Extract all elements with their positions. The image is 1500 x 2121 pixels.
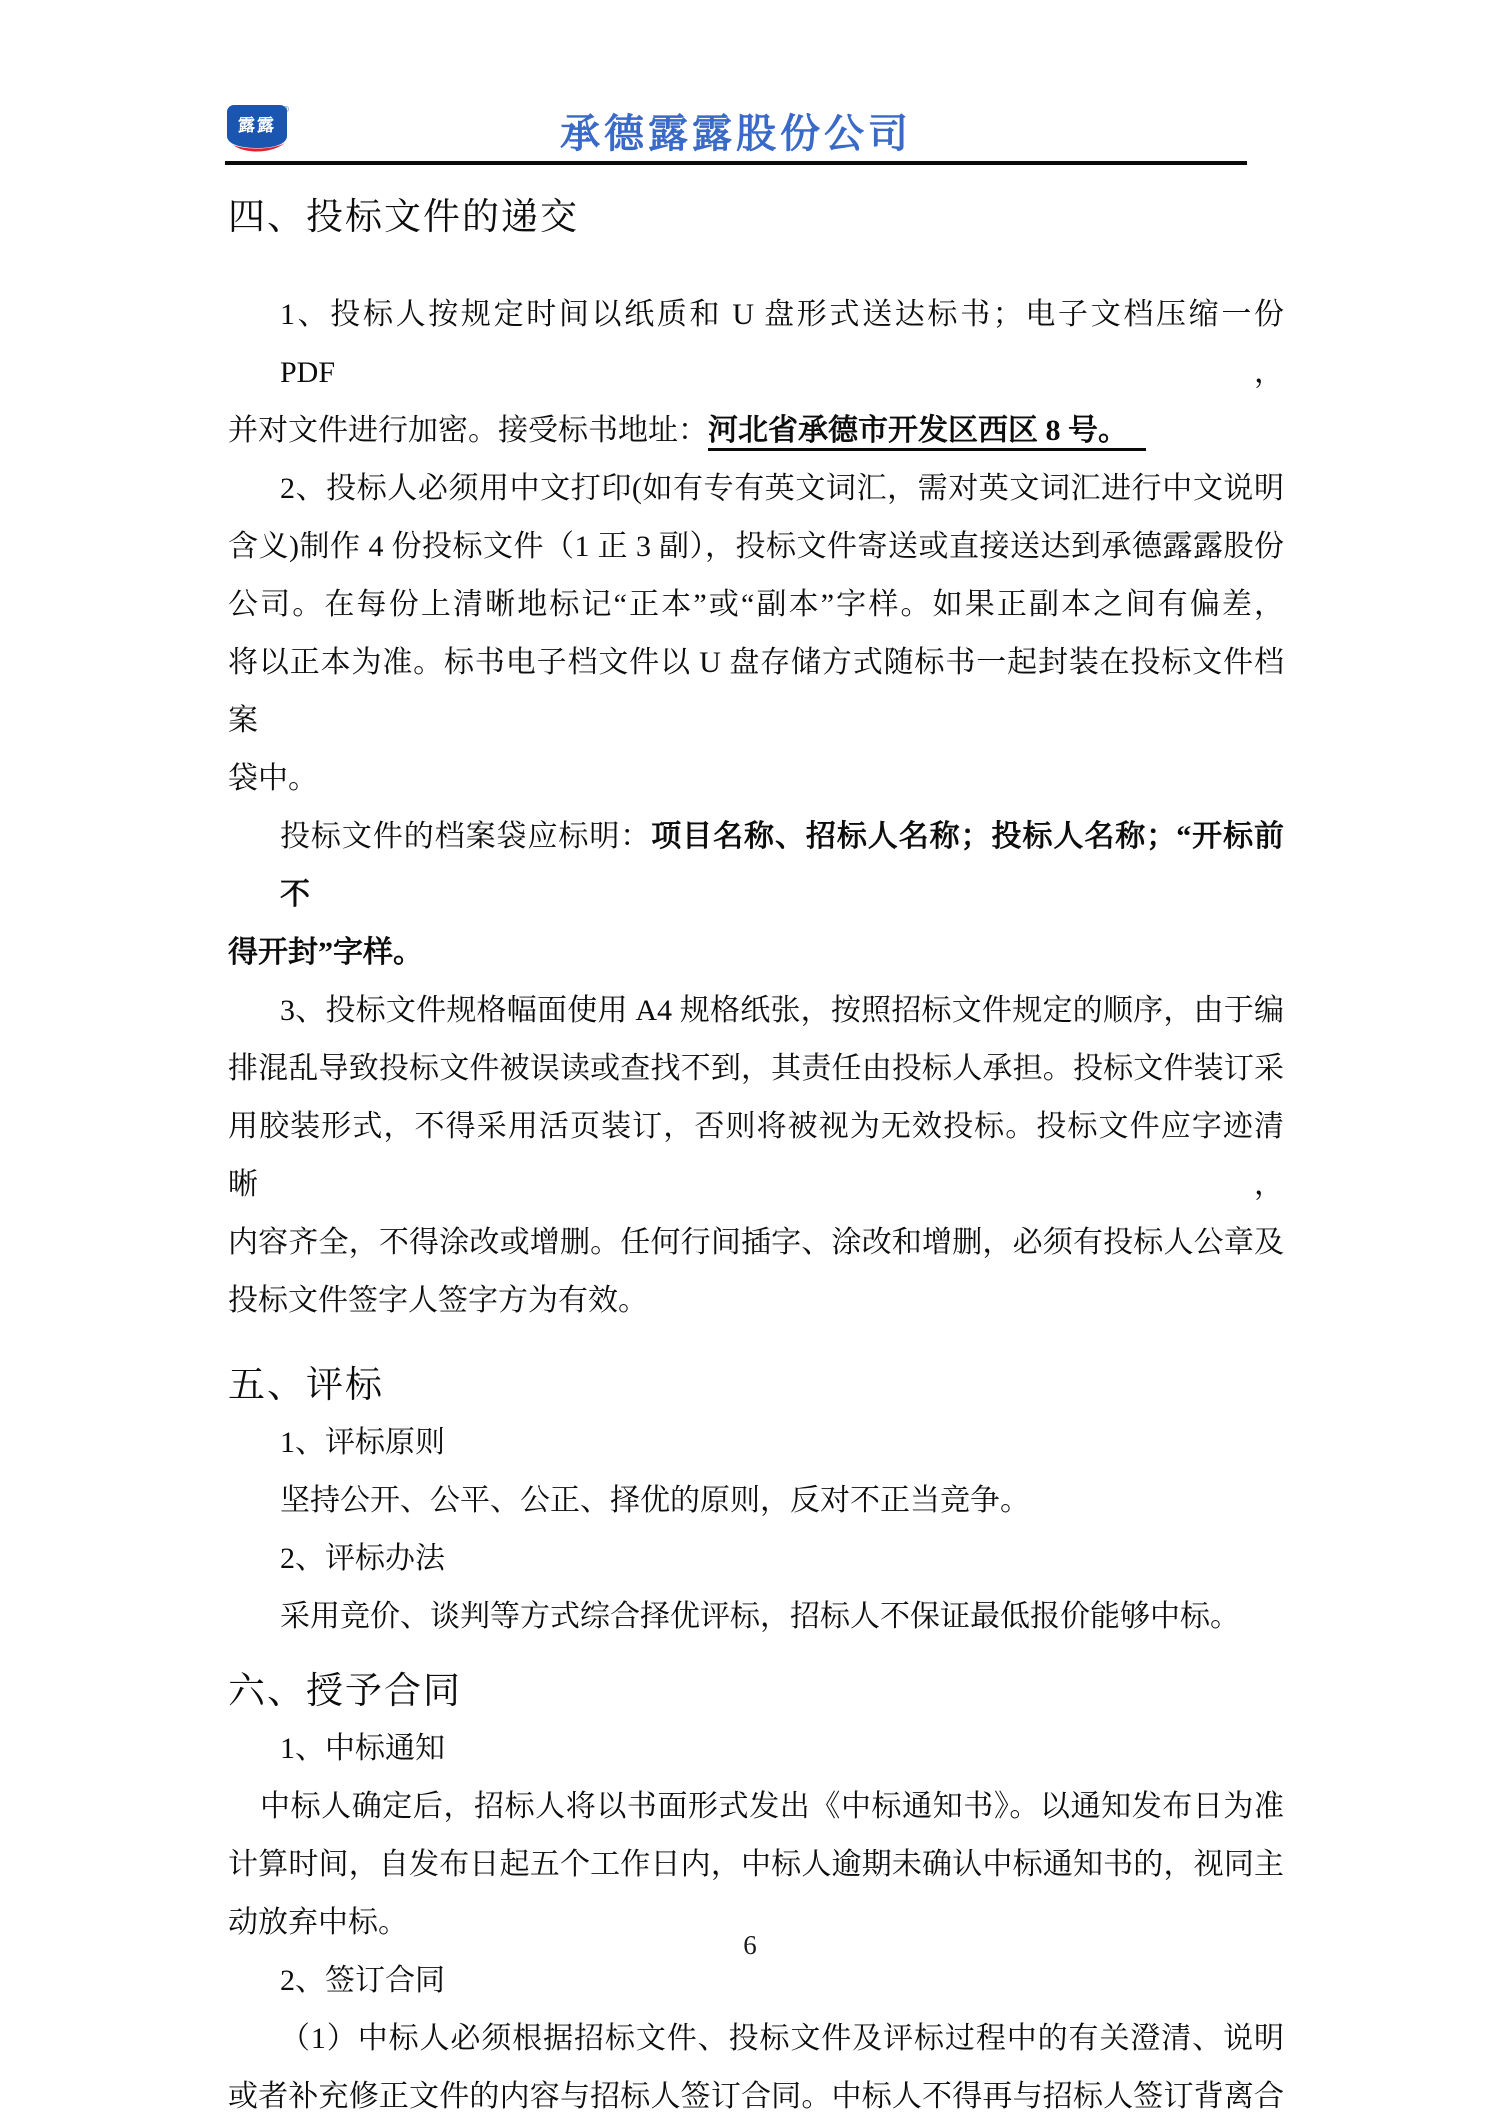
text-line	[228, 518, 1284, 576]
section-heading: 六、授予合同	[228, 1671, 462, 1712]
text-line	[228, 924, 1284, 982]
text-segment: 袋中。	[228, 762, 318, 795]
text-line	[228, 750, 1284, 808]
company-title: 承德露露股份公司	[560, 112, 912, 156]
text-segment: 用胶装形式，不得采用活页装订，否则将被视为无效投标。投标文件应字迹清晰，	[228, 1110, 1284, 1201]
text-segment: 或者补充修正文件的内容与招标人签订合同。中标人不得再与招标人签订背离合	[228, 2080, 1284, 2113]
text-segment: 1、评标原则	[280, 1426, 445, 1459]
text-line	[228, 808, 1284, 924]
text-segment: 坚持公开、公平、公正、择优的原则，反对不正当竞争。	[280, 1484, 1030, 1517]
text-segment: 投标文件的档案袋应标明：	[280, 820, 652, 853]
text-segment: 3、投标文件规格幅面使用 A4 规格纸张，按照招标文件规定的顺序，由于编	[280, 994, 1284, 1027]
text-line	[228, 402, 1284, 460]
text-segment: 投标文件签字人签字方为有效。	[228, 1284, 648, 1317]
text-line	[228, 1720, 1284, 1778]
address-underlined-text: 河北省承德市开发区西区 8 号。	[708, 414, 1146, 451]
text-segment: 得开封”字样。	[228, 936, 423, 969]
text-line	[228, 576, 1284, 634]
text-segment: 2、投标人必须用中文打印(如有专有英文词汇，需对英文词汇进行中文说明	[280, 472, 1284, 505]
text-line	[228, 1272, 1284, 1330]
text-line	[228, 460, 1284, 518]
text-line	[228, 1472, 1284, 1530]
document-content	[228, 190, 1284, 2121]
text-line	[228, 2068, 1284, 2121]
text-line	[228, 1414, 1284, 1472]
text-line	[228, 1588, 1284, 1646]
text-line	[228, 982, 1284, 1040]
text-line	[228, 1040, 1284, 1098]
text-segment: 2、签订合同	[280, 1964, 445, 1997]
section-heading: 四、投标文件的递交	[228, 197, 579, 238]
text-segment: 并对文件进行加密。接受标书地址：	[228, 414, 708, 447]
text-line	[228, 2010, 1284, 2068]
text-segment: 中标人确定后，招标人将以书面形式发出《中标通知书》。以通知发布日为准	[260, 1790, 1284, 1823]
page-number: 6	[743, 1930, 757, 1960]
text-segment: 项目名称、招标人名称；投标人名称；“开标前不	[280, 820, 1285, 911]
header-divider	[225, 161, 1247, 165]
text-line	[228, 1214, 1284, 1272]
logo-registered-mark: ®	[283, 105, 289, 114]
text-line	[228, 1530, 1284, 1588]
text-segment: 将以正本为准。标书电子档文件以 U 盘存储方式随标书一起封装在投标文件档案	[228, 646, 1284, 737]
section-heading: 五、评标	[228, 1365, 384, 1406]
text-segment: 内容齐全，不得涂改或增删。任何行间插字、涂改和增删，必须有投标人公章及	[228, 1226, 1284, 1259]
text-segment: 2、评标办法	[280, 1542, 445, 1575]
text-line	[228, 286, 1284, 402]
text-segment: （1）中标人必须根据招标文件、投标文件及评标过程中的有关澄清、说明	[280, 2022, 1284, 2055]
text-segment: 1、中标通知	[280, 1732, 445, 1765]
text-line	[228, 1098, 1284, 1214]
text-segment: 排混乱导致投标文件被误读或查找不到，其责任由投标人承担。投标文件装订采	[228, 1052, 1284, 1085]
text-segment: 含义)制作 4 份投标文件（1 正 3 副），投标文件寄送或直接送达到承德露露股份	[228, 530, 1284, 563]
text-line	[228, 1778, 1284, 1836]
text-line	[228, 634, 1284, 750]
text-line	[228, 1836, 1284, 1894]
text-segment: 公司。在每份上清晰地标记“正本”或“副本”字样。如果正副本之间有偏差，	[228, 588, 1284, 621]
text-segment: 采用竞价、谈判等方式综合择优评标，招标人不保证最低报价能够中标。	[280, 1600, 1240, 1633]
text-segment: 动放弃中标。	[228, 1906, 408, 1939]
text-segment: 计算时间，自发布日起五个工作日内，中标人逾期未确认中标通知书的，视同主	[228, 1848, 1284, 1881]
logo-text: 露露	[238, 116, 276, 135]
text-segment: 1、投标人按规定时间以纸质和 U 盘形式送达标书；电子文档压缩一份 PDF，	[280, 298, 1284, 389]
